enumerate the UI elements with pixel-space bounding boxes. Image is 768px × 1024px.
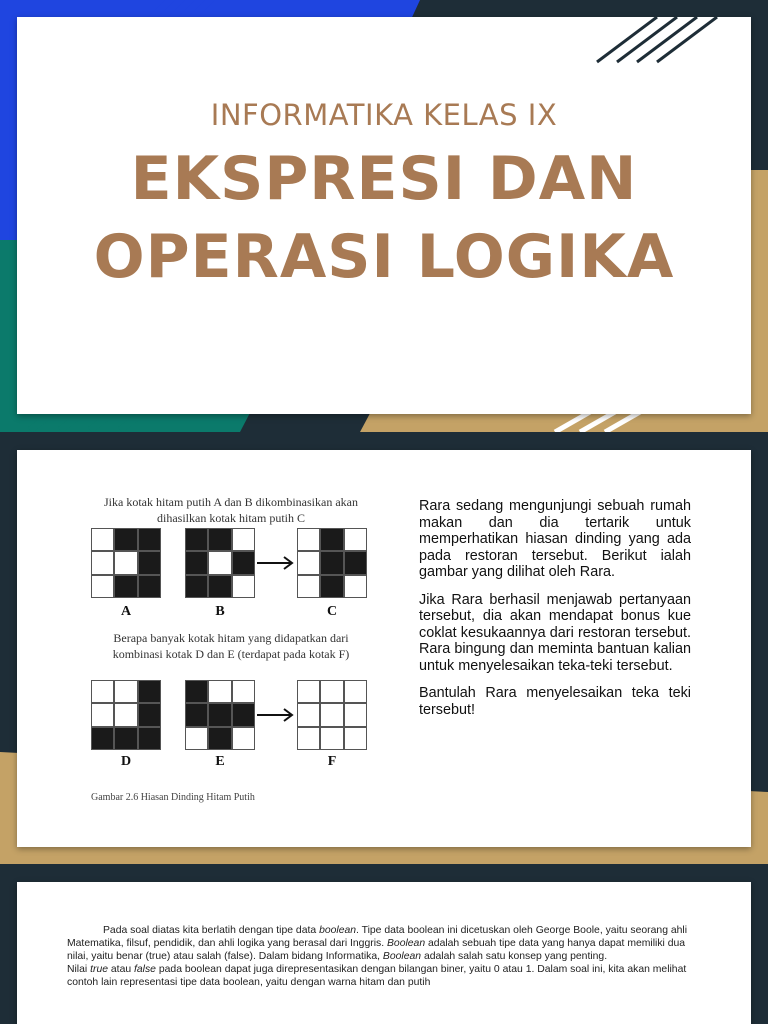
grid-cell <box>114 575 137 598</box>
grid-cell <box>344 528 367 551</box>
grid-c <box>297 528 367 598</box>
text-run: adalah sebuah tipe data yang hanya dapat memiliki dua nilai, yaitu benar (true) atau salah (false). Dalam bidang Informatika, <box>67 938 686 962</box>
label-c: C <box>326 604 338 619</box>
grid-cell <box>320 551 343 574</box>
grid-cell <box>138 680 161 703</box>
label-f: F <box>327 754 337 769</box>
grid-cell <box>185 703 208 726</box>
title-line-2: OPERASI LOGIKA <box>93 222 675 292</box>
grid-d <box>91 680 161 750</box>
puzzle-card <box>17 450 751 847</box>
paragraph-3: Bantulah Rara menyelesaikan teka teki tersebut! <box>419 685 691 718</box>
grid-cell <box>114 680 137 703</box>
text-run: atau <box>108 964 135 975</box>
grid-cell <box>114 528 137 551</box>
course-subtitle: INFORMATIKA KELAS IX <box>210 98 558 132</box>
paragraph-2: Jika Rara berhasil menjawab pertanyaan tersebut, dia akan mendapat bonus kue coklat kesukaannya dari restoran tersebut. Rara bingung dan meminta bantuan kalian untuk menyelesaikan teka-teki tersebut. <box>419 591 691 674</box>
label-a: A <box>120 604 132 619</box>
grid-cell <box>91 727 114 750</box>
text-run: . Tipe data boolean ini dicetuskan oleh George Boole, yaitu seorang ahli Matematika, filsuf, pendidik, dan ahli logika yang berasal dari Inggris. <box>67 925 688 949</box>
grid-cell <box>344 575 367 598</box>
grid-cell <box>91 528 114 551</box>
grid-cell <box>208 703 231 726</box>
explanation-paragraph-1 <box>67 924 697 963</box>
grid-cell <box>208 727 231 750</box>
grid-cell <box>208 575 231 598</box>
grid-cell <box>114 551 137 574</box>
page-title <box>0 140 768 296</box>
label-b: B <box>215 604 225 619</box>
explanation-text <box>67 924 697 989</box>
text-run-italic: Boolean <box>382 951 422 962</box>
label-e: E <box>215 754 225 769</box>
grid-cell <box>297 551 320 574</box>
label-d: D <box>120 754 132 769</box>
grid-cell <box>114 727 137 750</box>
grid-cell <box>114 703 137 726</box>
text-run-italic: boolean <box>319 925 357 936</box>
grid-cell <box>297 575 320 598</box>
grid-cell <box>297 727 320 750</box>
grid-cell <box>232 528 255 551</box>
grid-cell <box>297 680 320 703</box>
grid-cell <box>91 680 114 703</box>
grid-cell <box>232 575 255 598</box>
grid-cell <box>185 551 208 574</box>
grid-cell <box>138 551 161 574</box>
caption-mid: Berapa banyak kotak hitam yang didapatkan dari kombinasi kotak D dan E (terdapat pada kotak F) <box>112 631 350 661</box>
grid-e <box>185 680 255 750</box>
arrow-right-icon <box>257 555 297 571</box>
grid-cell <box>344 703 367 726</box>
paragraph-1: Rara sedang mengunjungi sebuah rumah makan dan dia tertarik untuk memperhatikan hiasan dinding yang ada pada restoran tersebut. Berikut ialah gambar yang dilihat oleh Rara. <box>419 498 691 580</box>
grid-cell <box>232 727 255 750</box>
text-run-italic: Boolean <box>386 938 426 949</box>
grid-b <box>185 528 255 598</box>
grid-cell <box>208 680 231 703</box>
grid-cell <box>185 680 208 703</box>
figure-caption: Gambar 2.6 Hiasan Dinding Hitam Putih <box>91 792 255 803</box>
caption-top: Jika kotak hitam putih A dan B dikombinasikan akan dihasilkan kotak hitam putih C <box>104 495 358 525</box>
grid-cell <box>185 727 208 750</box>
text-run: adalah salah satu konsep yang penting. <box>421 951 608 962</box>
grid-cell <box>297 528 320 551</box>
grid-a <box>91 528 161 598</box>
text-run: pada boolean dapat juga direpresentasikan dengan bilangan biner, yaitu 0 atau 1. Dalam soal ini, kita akan melihat contoh lain representasi tipe data boolean, yaitu dengan warna hitam dan putih <box>67 964 687 988</box>
grid-f <box>297 680 367 750</box>
grid-cell <box>138 528 161 551</box>
grid-cell <box>297 703 320 726</box>
text-run: Pada soal diatas kita berlatih dengan tipe data <box>103 925 320 936</box>
grid-cell <box>232 551 255 574</box>
title-line-1: EKSPRESI DAN <box>130 144 638 214</box>
explanation-paragraph-2 <box>67 963 697 989</box>
grid-cell <box>208 551 231 574</box>
grid-cell <box>320 528 343 551</box>
grid-cell <box>344 680 367 703</box>
grid-cell <box>91 703 114 726</box>
grid-cell <box>232 680 255 703</box>
grid-cell <box>91 551 114 574</box>
grid-cell <box>344 551 367 574</box>
grid-cell <box>320 575 343 598</box>
grid-cell <box>320 727 343 750</box>
grid-cell <box>208 528 231 551</box>
text-run-italic: true <box>90 964 109 975</box>
grid-cell <box>232 703 255 726</box>
slide-title <box>0 0 768 432</box>
explanation-card <box>17 882 751 1024</box>
grid-cell <box>320 703 343 726</box>
text-run: Nilai <box>67 964 91 975</box>
slide-explanation <box>0 864 768 1024</box>
slide-puzzle <box>0 432 768 864</box>
grid-cell <box>138 575 161 598</box>
story-text <box>419 498 691 729</box>
arrow-right-icon <box>257 707 297 723</box>
grid-cell <box>138 703 161 726</box>
text-run-italic: false <box>134 964 156 975</box>
grid-cell <box>344 727 367 750</box>
grid-cell <box>138 727 161 750</box>
grid-cell <box>320 680 343 703</box>
grid-cell <box>91 575 114 598</box>
grid-cell <box>185 528 208 551</box>
grid-cell <box>185 575 208 598</box>
